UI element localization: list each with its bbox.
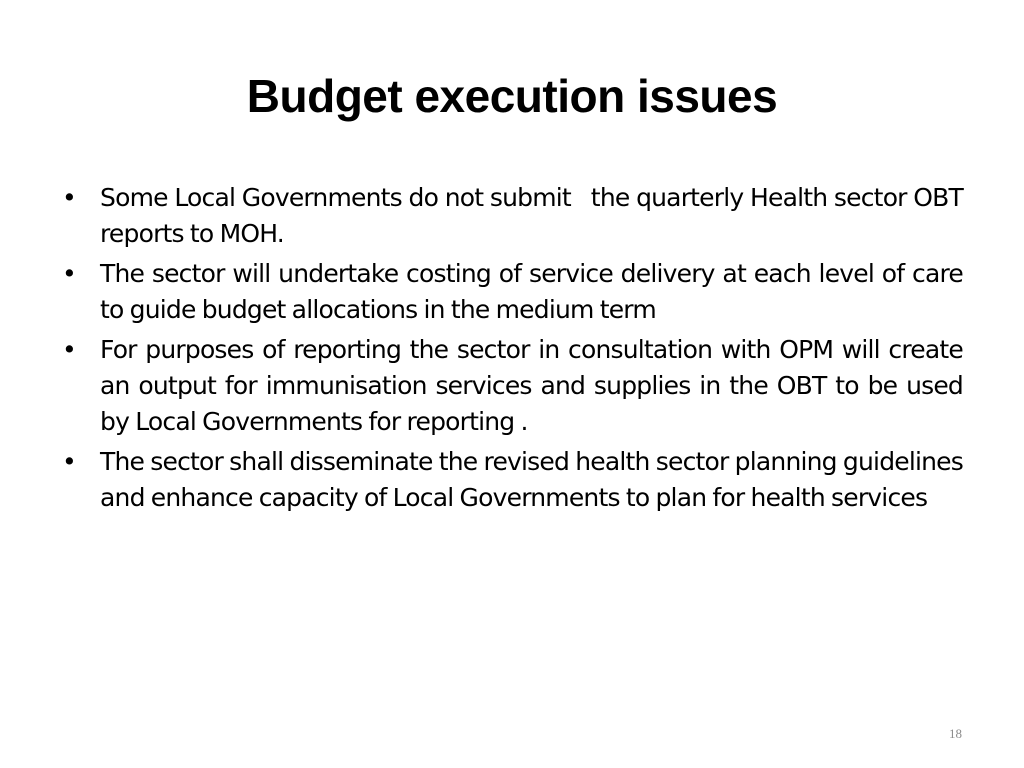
bullet-text: Some Local Governments do not submit the quarterly Health sector OBT reports to MOH. (100, 183, 970, 248)
page-number: 18 (949, 726, 962, 741)
bullet-icon: • (62, 183, 76, 212)
bullet-icon: • (62, 447, 76, 476)
bullet-icon: • (62, 335, 76, 364)
bullet-list (62, 180, 970, 520)
bullet-text: For purposes of reporting the sector in consultation with OPM will create an output for immunisation services and supplies in the OBT to be used by Local Governments for reporting . (100, 335, 963, 436)
bullet-item (62, 256, 963, 328)
bullet-item (62, 180, 970, 252)
bullet-text: The sector shall disseminate the revised health sector planning guidelines and enhance capacity of Local Governments to plan for health services (100, 447, 963, 512)
slide-title: Budget execution issues (246, 70, 778, 122)
bullet-item (62, 444, 963, 516)
bullet-item (62, 332, 963, 440)
bullet-icon: • (62, 259, 76, 288)
bullet-text: The sector will undertake costing of service delivery at each level of care to guide budget allocations in the medium term (100, 259, 963, 324)
